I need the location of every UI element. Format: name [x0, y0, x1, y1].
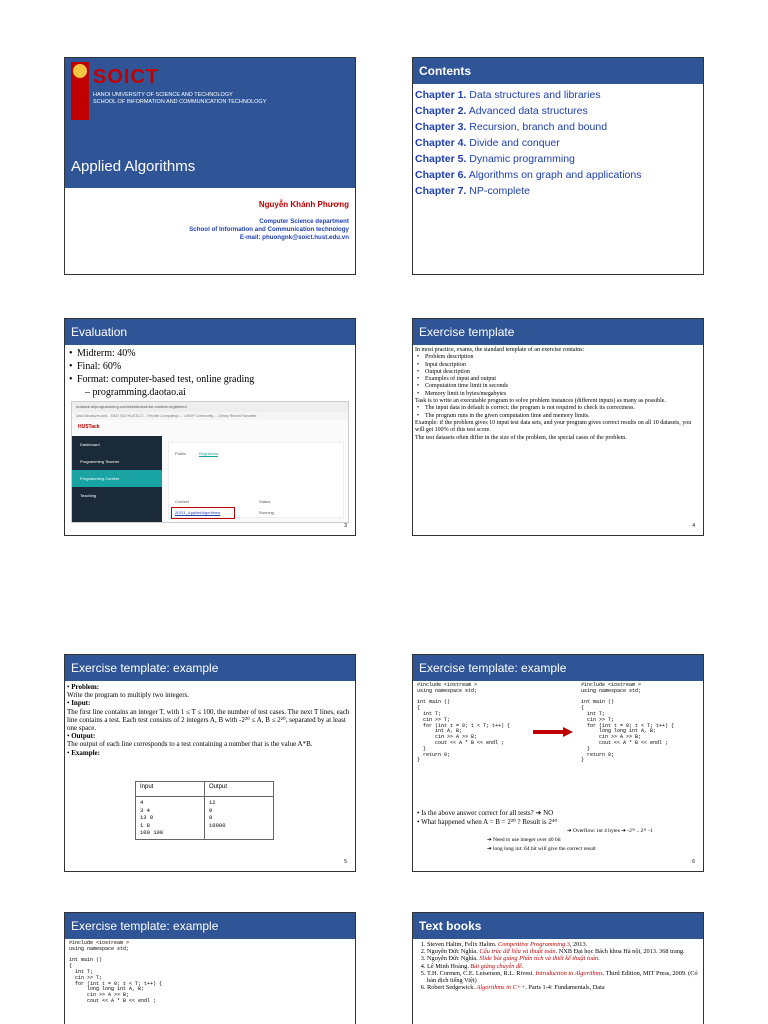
chapter-item: Chapter 2. Advanced data structures: [415, 105, 588, 117]
list-item: • Input description: [425, 362, 701, 369]
book-item: 4. Lê Minh Hoàng. Bài giảng chuyên đề.: [427, 963, 701, 970]
slide-example-code-2: [64, 912, 356, 1024]
problem-statement: [67, 683, 353, 869]
slide-header: Exercise template: [413, 319, 703, 345]
slide-header: Exercise template: example: [65, 913, 355, 939]
page-number: 3: [344, 523, 347, 529]
slide-header: Text books: [413, 913, 703, 939]
page-number: 5: [344, 859, 347, 865]
hustack-screenshot: [71, 401, 349, 523]
book-item: 2. Nguyễn Đức Nghĩa. Cấu trúc dữ liệu và thuật toán. NXB Đại học Bách khoa Hà nội, 2013. 368 trang.: [427, 948, 701, 955]
department: Computer Science department: [259, 218, 349, 225]
need-note: ➔ Need to use integer over 40 bit: [487, 837, 561, 843]
chapter-item: Chapter 7. NP-complete: [415, 185, 530, 197]
io-table: [135, 781, 274, 840]
chapter-list: [415, 87, 701, 272]
email: E-mail: phuongnk@soict.hust.edu.vn: [239, 234, 349, 241]
list-item: • Memory limit in bytes/megabytes: [425, 391, 701, 398]
list-item: • Midterm: 40%: [77, 347, 353, 360]
slide-text-books: [412, 912, 704, 1024]
author-name: Nguyễn Khánh Phương: [258, 200, 349, 209]
slide-title: [64, 57, 356, 275]
sidebar-item-programming-teacher: Programming Teacher: [80, 459, 120, 464]
arrow-right-icon: [533, 727, 573, 737]
slide-example-problem: [64, 654, 356, 872]
hustack-brand: HUSTack: [78, 424, 100, 430]
input-text: The first line contains an integer T, with 1 ≤ T ≤ 100, the number of test cases. The next T lines, each line contains a test. Each test consists of 2 integers A, B with -2²⁰ ≤ A, B ≤ 2²⁰, separated by at least one space.: [67, 707, 350, 733]
logo-emblem-icon: [73, 64, 87, 78]
list-item: • Problem description: [425, 354, 701, 361]
output-header: Output: [205, 782, 274, 797]
contest-status: Running: [259, 510, 274, 515]
example-label: • Example:: [67, 748, 100, 757]
university-name: [93, 92, 266, 106]
input-header: Input: [136, 782, 205, 797]
book-item: 6. Robert Sedgewick. Algorithms in C++. Parts 1-4: Fundamentals, Data: [427, 984, 701, 991]
task-text: Task is to write an executable program to solve problem instances (different inputs) as many as possible.: [415, 398, 666, 405]
book-list: [415, 941, 701, 1022]
chapter-item: Chapter 5. Dynamic programming: [415, 153, 575, 165]
list-item: • The program runs in the given computation time and memory limits.: [425, 413, 701, 420]
datasets-text: The test datasets often differ in the size of the problem, the special cases of the problem.: [415, 434, 627, 441]
chapter-item: Chapter 3. Recursion, branch and bound: [415, 121, 608, 133]
author-affiliation: [189, 218, 349, 242]
analysis: [417, 809, 653, 854]
sidebar-item-programming-contest: Programming Contest: [72, 470, 162, 487]
problem-text: Write the program to multiply two integers.: [67, 691, 189, 700]
overflow-note: ➔ Overflow: int 4 bytes ➔ -2³¹ .. 2³¹ -1: [567, 828, 653, 834]
tab-registered: Registered: [199, 451, 219, 456]
slide-header: Exercise template: example: [413, 655, 703, 681]
slide-example-code: [412, 654, 704, 872]
soict-logo-text: SOICT: [93, 66, 160, 88]
sidebar-item-dashboard: Dashboard: [80, 442, 100, 447]
chapter-item: Chapter 1. Data structures and libraries: [415, 89, 601, 101]
long-long-note: ➔ long long int: 64 bit will give the correct result: [487, 846, 596, 852]
input-cell: 4 3 4 13 0 1 8 100 100: [136, 797, 205, 840]
platform-link: – programming.daotao.ai: [85, 387, 186, 398]
intro-text: In most practice, exams, the standard template of an exercise contains:: [415, 347, 585, 353]
address-bar: hustack.ai/programming-contest/student-list-contest-registered: [72, 402, 348, 412]
list-item: • Examples of input and output: [425, 376, 701, 383]
tab-public: Public: [175, 451, 186, 456]
book-item: 1. Steven Halim, Felix Halim. Competitive Programming 3, 2013.: [427, 941, 701, 948]
university-line2: SCHOOL OF INFORMATION AND COMMUNICATION TECHNOLOGY: [93, 99, 267, 105]
slide-contents: [412, 57, 704, 275]
course-title: Applied Algorithms: [71, 158, 196, 175]
page-number: 6: [692, 859, 695, 865]
sidebar: [72, 436, 162, 522]
list-item: • Computation time limit in seconds: [425, 383, 701, 390]
question-correct: • Is the above answer correct for all tests? ➔ NO: [417, 809, 554, 817]
template-description: [415, 347, 701, 533]
question-overflow: • What happened when A = B = 2²⁰ ? Result is 2⁴⁰: [417, 818, 558, 826]
slide-header: Evaluation: [65, 319, 355, 345]
book-item: 3. Nguyễn Đức Nghĩa. Slide bài giảng Phân tích và thiết kế thuật toán.: [427, 955, 701, 962]
sidebar-item-teaching: Teaching: [80, 493, 97, 498]
output-cell: 12 0 8 10000: [205, 797, 274, 840]
code-block: #include <iostream > using namespace std; int main () { int T; cin >> T; for (int t = 0; t < T; t++) { long long int A, B; cin >> A >> B; cout << A * B << endl ;: [69, 940, 163, 1004]
page-number: 4: [692, 523, 695, 529]
code-int-version: #include <iostream > using namespace std; int main () { int T; cin >> T; for (int t = 0; t < T; t++) { int A, B; cin >> A >> B; cout << A * B << endl ; } return 0; }: [417, 682, 511, 764]
list-item: • Output description: [425, 369, 701, 376]
list-item: • Format: computer-based test, online grading: [77, 373, 353, 386]
slide-header: Contents: [413, 58, 703, 84]
problem-label: • Problem:: [67, 683, 100, 691]
title-banner: [65, 58, 355, 188]
contest-panel: [168, 442, 344, 518]
slide-exercise-template: [412, 318, 704, 536]
code-long-long-version: #include <iostream > using namespace std; int main () { int T; cin >> T; for (int t = 0; t < T; t++) { long long int A, B; cin >> A >> B; cout << A * B << endl ; } return 0; }: [581, 682, 675, 764]
university-line1: HANOI UNIVERSITY OF SCIENCE AND TECHNOLOGY: [93, 92, 233, 98]
school: School of Information and Communication technology: [189, 226, 349, 233]
input-label: • Input:: [67, 699, 91, 708]
book-item: 5. T.H. Cormen, C.E. Leiserson, R.L. Rivest. Introduction to Algorithms. Third Edition, MIT Press, 2009. (Có bản dịch tiếng Việt): [427, 970, 701, 984]
slide-evaluation: [64, 318, 356, 536]
contest-link: 20211_AppliedAlgorithms: [175, 510, 221, 515]
list-item: • Final: 60%: [77, 360, 353, 373]
list-item: • The input data in default is correct; the program is not required to check its correctness.: [425, 405, 701, 412]
chapter-item: Chapter 6. Algorithms on graph and applications: [415, 169, 642, 181]
chapter-item: Chapter 4. Divide and conquer: [415, 137, 560, 149]
column-contest: Contest: [175, 499, 189, 504]
output-text: The output of each line corresponds to a test containing a number that is the value A*B.: [67, 740, 313, 749]
output-label: • Output:: [67, 732, 96, 741]
example-text: Example: if the problem gives 10 input test data sets, and your program gives correct results on all 10 datasets, you will get 100% of this test score.: [415, 419, 692, 434]
slide-header: Exercise template: example: [65, 655, 355, 681]
bookmarks-bar: Data Structures and... ĐÀO TẠO HUSTLCT... Flexible Computing L... LINGP Community ... Library Record Favorites: [72, 412, 348, 420]
column-status: Status: [259, 499, 271, 504]
